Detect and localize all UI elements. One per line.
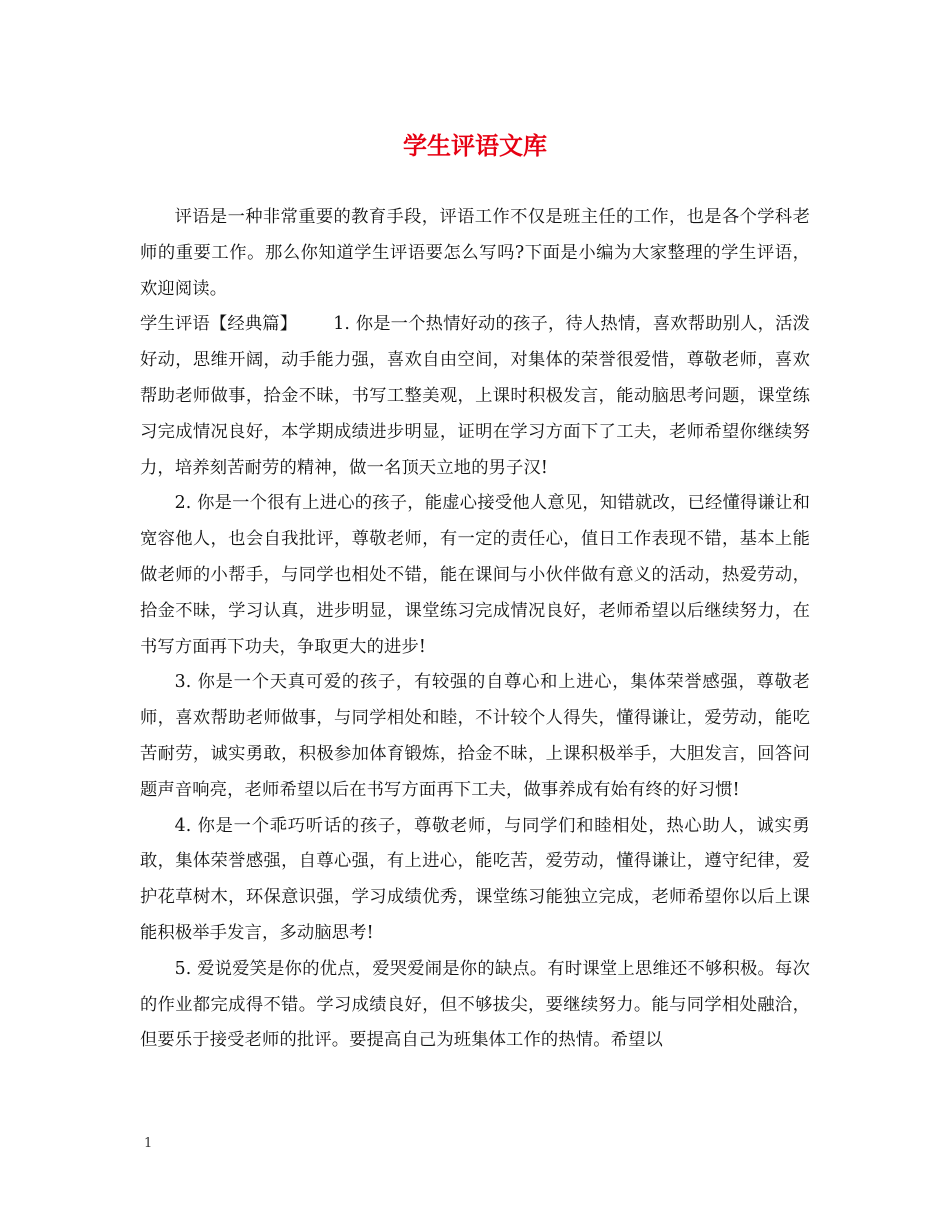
document-body [140, 200, 810, 1059]
comment-paragraph-2: 2. 你是一个很有上进心的孩子，能虚心接受他人意见，知错就改，已经懂得谦让和宽容他人，也会自我批评，尊敬老师，有一定的责任心，值日工作表现不错，基本上能做老师的小帮手，与同学也相处不错，能在课间与小伙伴做有意义的活动，热爱劳动，拾金不昧，学习认真，进步明显，课堂练习完成情况良好，老师希望以后继续努力，在书写方面再下功夫，争取更大的进步! [140, 493, 810, 657]
document-title: 学生评语文库 [403, 132, 547, 160]
comment-text-1: 1. 你是一个热情好动的孩子，待人热情，喜欢帮助别人，活泼好动，思维开阔，动手能力强，喜欢自由空间，对集体的荣誉很爱惜，尊敬老师，喜欢帮助老师做事，拾金不昧，书写工整美观，上课时积极发言，能动脑思考问题，课堂练习完成情况良好，本学期成绩进步明显，证明在学习方面下了工夫，老师希望你继续努力，培养刻苦耐劳的精神，做一名顶天立地的男子汉! [140, 314, 810, 478]
comment-paragraph-3: 3. 你是一个天真可爱的孩子，有较强的自尊心和上进心，集体荣誉感强，尊敬老师，喜欢帮助老师做事，与同学相处和睦，不计较个人得失，懂得谦让，爱劳动，能吃苦耐劳，诚实勇敢，积极参加体育锻炼，拾金不昧，上课积极举手，大胆发言，回答问题声音响亮，老师希望以后在书写方面再下工夫，做事养成有始有终的好习惯! [140, 672, 810, 800]
comment-paragraph-5: 5. 爱说爱笑是你的优点，爱哭爱闹是你的缺点。有时课堂上思维还不够积极。每次的作业都完成得不错。学习成绩良好，但不够拔尖，要继续努力。能与同学相处融洽，但要乐于接受老师的批评。要提高自己为班集体工作的热情。希望以 [140, 958, 810, 1051]
page-number: 1 [144, 1136, 153, 1151]
comment-paragraph-1 [140, 307, 810, 486]
intro-paragraph: 评语是一种非常重要的教育手段，评语工作不仅是班主任的工作，也是各个学科老师的重要工作。那么你知道学生评语要怎么写吗?下面是小编为大家整理的学生评语，欢迎阅读。 [140, 207, 810, 299]
comment-paragraph-4: 4. 你是一个乖巧听话的孩子，尊敬老师，与同学们和睦相处，热心助人，诚实勇敢，集体荣誉感强，自尊心强，有上进心，能吃苦，爱劳动，懂得谦让，遵守纪律，爱护花草树木，环保意识强，学习成绩优秀，课堂练习能独立完成，老师希望你以后上课能积极举手发言，多动脑思考! [140, 815, 810, 943]
section-label: 学生评语【经典篇】 [140, 314, 298, 335]
